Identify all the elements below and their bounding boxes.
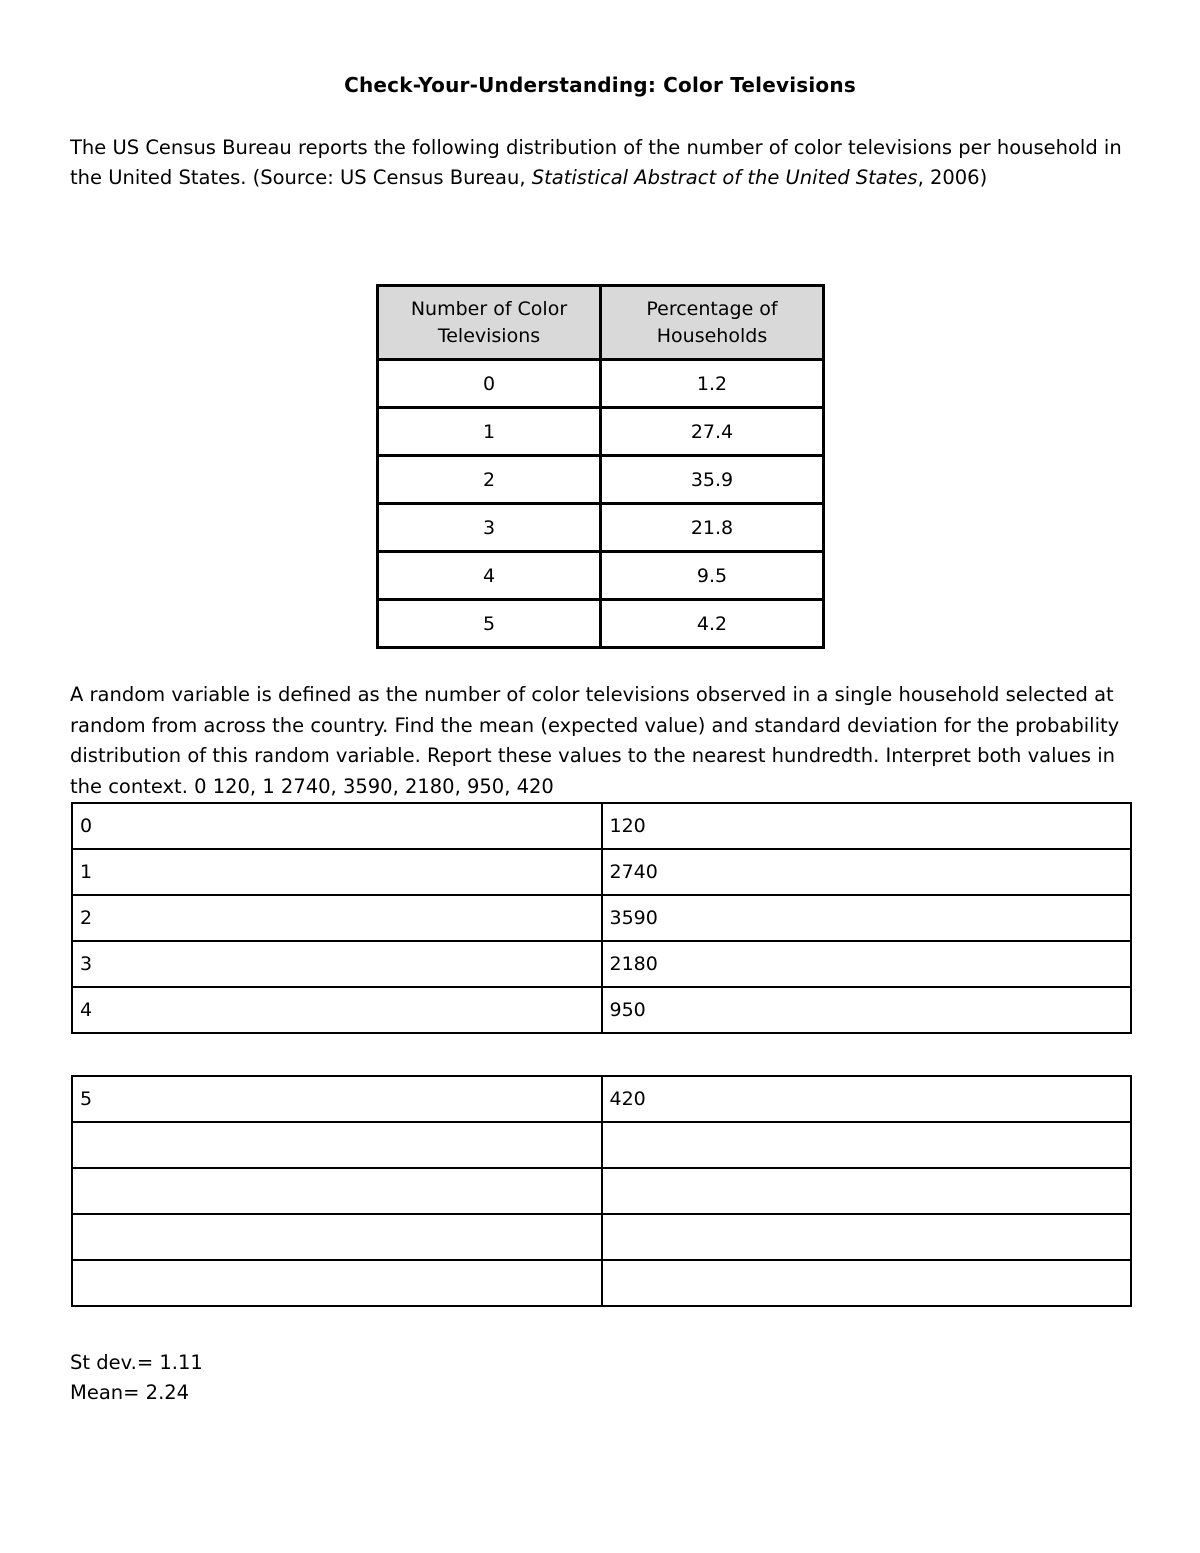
- work-cell-right: 420: [602, 1076, 1132, 1122]
- table-row: [378, 504, 824, 552]
- page-title: Check-Your-Understanding: Color Televisions: [344, 73, 856, 97]
- table-row: [72, 895, 1131, 941]
- work-cell-left: 5: [72, 1076, 602, 1122]
- work-cell-right: [602, 1214, 1132, 1260]
- work-table-2: [71, 1075, 1132, 1307]
- table-row: [72, 1214, 1131, 1260]
- tv-count-cell: 3: [378, 504, 601, 552]
- work-cell-right: 120: [602, 803, 1132, 849]
- work-cell-right: 3590: [602, 895, 1132, 941]
- tv-count-cell: 2: [378, 456, 601, 504]
- table-row: [72, 1260, 1131, 1306]
- work-cell-left: [72, 1168, 602, 1214]
- work-cell-left: [72, 1122, 602, 1168]
- work-table-1: [71, 802, 1132, 1034]
- tv-count-cell: 0: [378, 360, 601, 408]
- table-row: [72, 987, 1131, 1033]
- work-cell-left: [72, 1214, 602, 1260]
- table-row: [72, 849, 1131, 895]
- work-cell-left: 4: [72, 987, 602, 1033]
- work-cell-right: [602, 1122, 1132, 1168]
- percentage-cell: 1.2: [601, 360, 824, 408]
- intro-text: The US Census Bureau reports the following distribution of the number of color televisions per household in the United States. (Source: US Census Bureau,: [70, 136, 1122, 189]
- percentage-cell: 9.5: [601, 552, 824, 600]
- work-cell-left: 3: [72, 941, 602, 987]
- tv-count-cell: 1: [378, 408, 601, 456]
- work-cell-left: [72, 1260, 602, 1306]
- header-percentage: Percentage of Households: [601, 286, 824, 360]
- distribution-table: [376, 284, 825, 649]
- table-row: [72, 941, 1131, 987]
- table-row: [378, 360, 824, 408]
- st-dev-result: St dev.= 1.11: [70, 1351, 203, 1374]
- work-cell-right: 2740: [602, 849, 1132, 895]
- table-row: [378, 600, 824, 648]
- work-cell-left: 0: [72, 803, 602, 849]
- table-row: [72, 1168, 1131, 1214]
- table-row: [72, 803, 1131, 849]
- table-row: [378, 408, 824, 456]
- percentage-cell: 27.4: [601, 408, 824, 456]
- percentage-cell: 21.8: [601, 504, 824, 552]
- work-cell-right: [602, 1260, 1132, 1306]
- table-row: [378, 552, 824, 600]
- table-row: [378, 456, 824, 504]
- intro-text-end: , 2006): [917, 166, 988, 189]
- results-block: [70, 1348, 203, 1408]
- work-cell-right: 950: [602, 987, 1132, 1033]
- work-cell-left: 2: [72, 895, 602, 941]
- percentage-cell: 35.9: [601, 456, 824, 504]
- tv-count-cell: 5: [378, 600, 601, 648]
- mean-result: Mean= 2.24: [70, 1381, 190, 1404]
- question-paragraph: A random variable is defined as the number of color televisions observed in a single household selected at random from across the country. Find the mean (expected value) and standard deviation for the probability distribution of this random variable. Report these values to the nearest hundredth. Interpret both values in the context. 0 120, 1 2740, 3590, 2180, 950, 420: [70, 683, 1120, 798]
- tv-count-cell: 4: [378, 552, 601, 600]
- header-number-of-tvs: Number of Color Televisions: [378, 286, 601, 360]
- work-cell-right: [602, 1168, 1132, 1214]
- work-cell-right: 2180: [602, 941, 1132, 987]
- table-row: [72, 1076, 1131, 1122]
- work-cell-left: 1: [72, 849, 602, 895]
- intro-paragraph: [70, 133, 1130, 193]
- table-row: [72, 1122, 1131, 1168]
- source-title: Statistical Abstract of the United States: [531, 166, 918, 189]
- percentage-cell: 4.2: [601, 600, 824, 648]
